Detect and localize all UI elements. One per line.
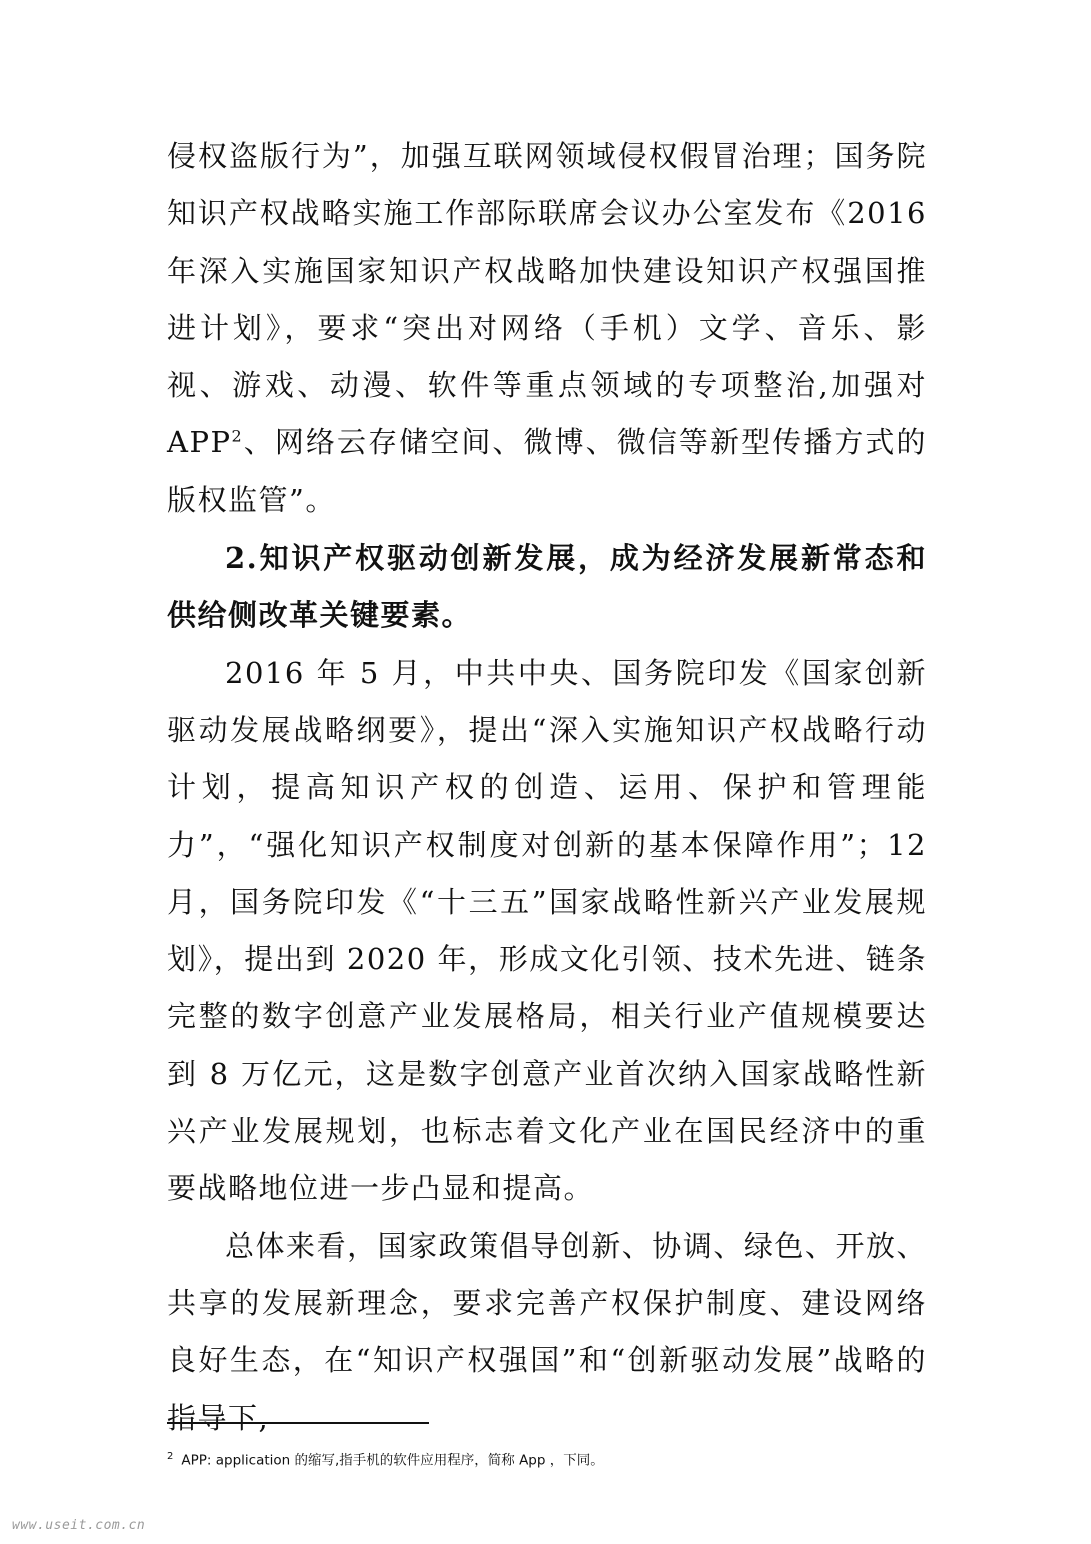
footnote-reference[interactable]: 2 (231, 426, 244, 446)
paragraph-text-end: 、网络云存储空间、微博、微信等新型传播方式的版权监管”。 (167, 425, 927, 517)
footnote-divider (167, 1422, 429, 1424)
footnote-mark: 2 (167, 1451, 174, 1462)
paragraph-continued (167, 128, 927, 529)
footnote-text: APP: application 的缩写,指手机的软件应用程序，简称 App ，下同。 (181, 1452, 604, 1469)
paragraph-policy: 2016 年 5 月，中共中央、国务院印发《国家创新驱动发展战略纲要》，提出“深入实施知识产权战略行动计划，提高知识产权的创造、运用、保护和管理能力”，“强化知识产权制度对创新的基本保障作用”；12 月，国务院印发《“十三五”国家战略性新兴产业发展规划》，提出到 2020 年，形成文化引领、技术先进、链条完整的数字创意产业发展格局，相关行业产值规模要达到 8 万亿元，这是数字创意产业首次纳入国家战略性新兴产业发展规划，也标志着文化产业在国民经济中的重要战略地位进一步凸显和提高。 (167, 655, 927, 1206)
body-text (167, 128, 927, 1447)
paragraph-text: 侵权盗版行为”，加强互联网领域侵权假冒治理；国务院知识产权战略实施工作部际联席会议办公室发布《2016 年深入实施国家知识产权战略加快建设知识产权强国推进计划》，要求“突出对网络（手机）文学、音乐、影视、游戏、动漫、软件等重点领域的专项整治,加强对 APP (167, 139, 927, 460)
watermark: www.useit.com.cn (12, 1518, 146, 1533)
section-heading: 2.知识产权驱动创新发展，成为经济发展新常态和供给侧改革关键要素。 (167, 541, 927, 633)
footnote (167, 1447, 927, 1471)
paragraph-summary: 总体来看，国家政策倡导创新、协调、绿色、开放、共享的发展新理念，要求完善产权保护制度、建设网络良好生态，在“知识产权强国”和“创新驱动发展”战略的指导下, (167, 1228, 927, 1435)
